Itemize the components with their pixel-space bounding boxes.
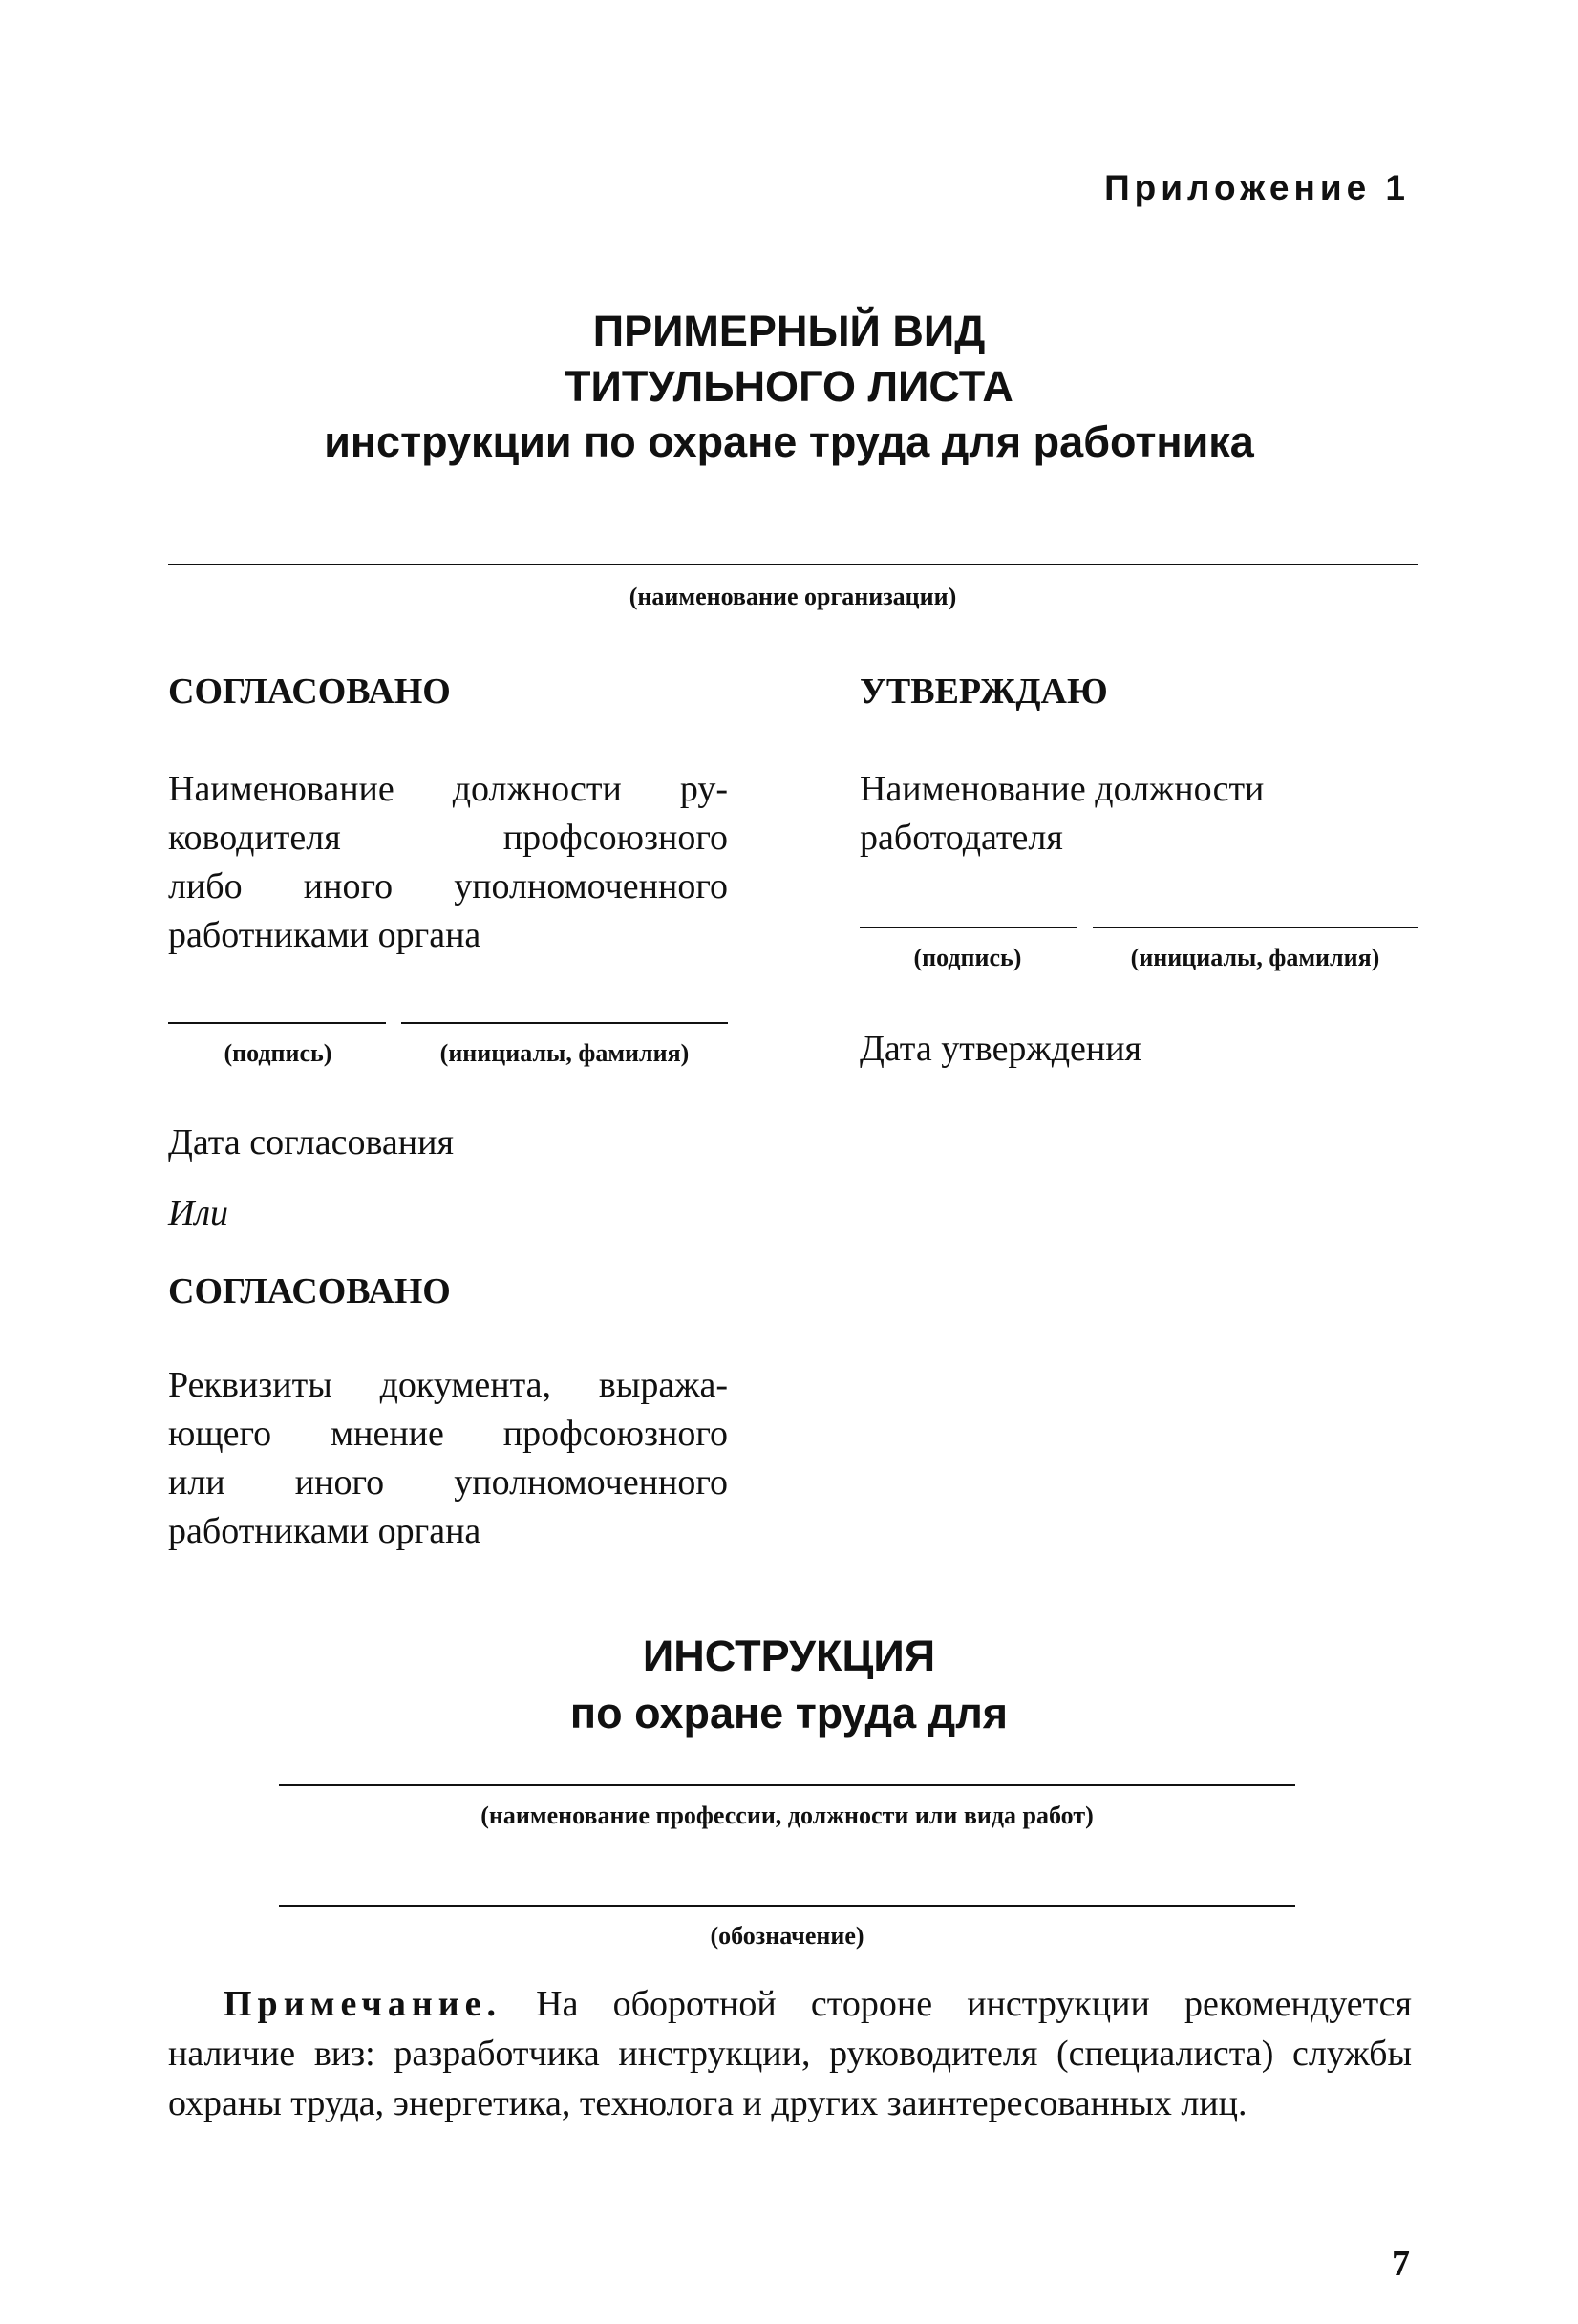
right-signature-line <box>860 927 1077 928</box>
organization-line <box>168 564 1418 565</box>
union-position-block <box>168 765 728 960</box>
agreed-heading: СОГЛАСОВАНО <box>168 672 451 712</box>
appendix-label: Приложение 1 <box>1104 168 1410 207</box>
instruction-subtitle: по охране труда для <box>569 1689 1009 1738</box>
text-line: Реквизиты документа, выража- <box>168 1365 728 1405</box>
text-line: ющего мнение профсоюзного <box>168 1414 728 1454</box>
approval-date-label: Дата утверждения <box>860 1029 1142 1069</box>
title-line-3: инструкции по охране труда для работника <box>324 417 1254 466</box>
left-signature-caption: (подпись) <box>224 1039 332 1067</box>
text-line: ководителя профсоюзного <box>168 818 728 858</box>
text-line: работниками органа <box>168 1511 481 1551</box>
designation-line <box>279 1905 1295 1907</box>
profession-line <box>279 1784 1295 1786</box>
or-label: Или <box>168 1193 229 1233</box>
instruction-title: ИНСТРУКЦИЯ <box>642 1631 936 1680</box>
agreement-date-label: Дата согласования <box>168 1122 454 1162</box>
left-name-line <box>401 1022 728 1024</box>
employer-position-block <box>860 765 1395 863</box>
document-requisites-block <box>168 1361 728 1556</box>
text-line: или иного уполномоченного <box>168 1462 728 1503</box>
page-number: 7 <box>1392 2244 1410 2284</box>
approve-heading: УТВЕРЖДАЮ <box>860 672 1108 712</box>
agreed-heading-2: СОГЛАСОВАНО <box>168 1271 451 1311</box>
text-line: Наименование должности ру- <box>168 769 728 809</box>
page-title <box>0 304 1578 470</box>
note-text: На оборотной стороне инструкции рекомендуется наличие виз: разработчика инструкции, руководителя (специалиста) службы охраны труда, энергетика, технолога и других заинтересованных лиц. <box>168 1984 1412 2123</box>
instruction-title-block <box>0 1628 1578 1742</box>
title-line-2: ТИТУЛЬНОГО ЛИСТА <box>565 362 1013 411</box>
right-name-caption: (инициалы, фамилия) <box>1130 944 1380 971</box>
text-line: Наименование должности <box>860 769 1265 809</box>
left-signature-line <box>168 1022 386 1024</box>
text-line: работодателя <box>860 818 1063 858</box>
profession-caption: (наименование профессии, должности или вида работ) <box>480 1802 1094 1829</box>
title-line-1: ПРИМЕРНЫЙ ВИД <box>592 307 986 355</box>
organization-caption: (наименование организации) <box>629 583 957 610</box>
right-signature-caption: (подпись) <box>913 944 1022 971</box>
text-line: работниками органа <box>168 915 481 955</box>
note-paragraph <box>168 1979 1412 2128</box>
left-name-caption: (инициалы, фамилия) <box>439 1039 690 1067</box>
right-name-line <box>1093 927 1418 928</box>
designation-caption: (обозначение) <box>710 1922 864 1950</box>
text-line: либо иного уполномоченного <box>168 866 728 906</box>
note-label: Примечание. <box>224 1984 501 2024</box>
